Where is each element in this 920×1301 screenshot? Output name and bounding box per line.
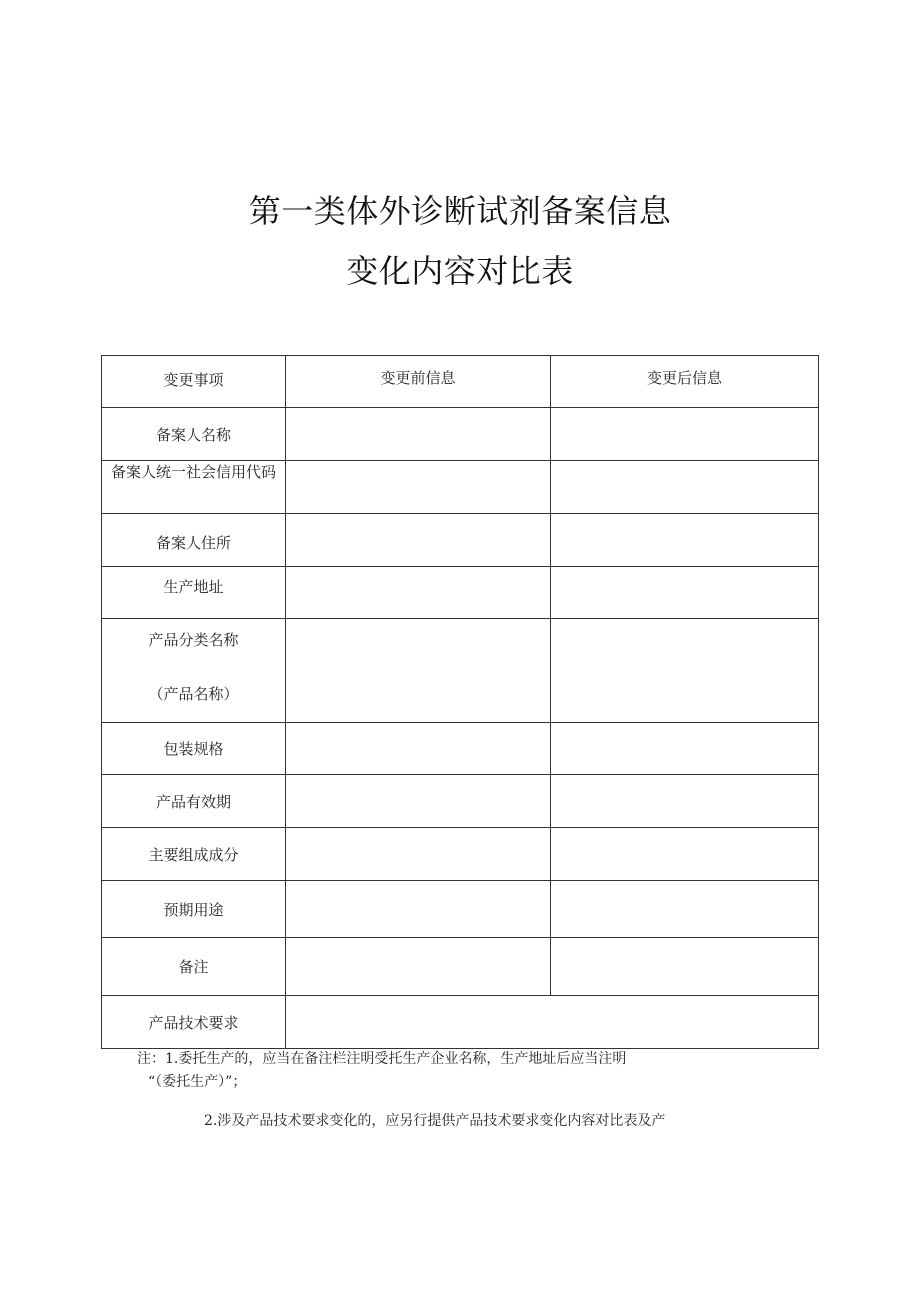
merged-cell-technical-requirements[interactable] [286,996,819,1049]
before-cell-remarks[interactable] [286,938,551,996]
header-before-info [286,356,551,408]
row-label-intended-use: 预期用途 [102,881,286,938]
table-row [102,619,819,723]
product-name-sublabel: （产品名称） [148,685,239,703]
row-label-package-spec: 包装规格 [102,723,286,775]
after-cell-filer-address[interactable] [551,514,819,567]
table-row [102,996,819,1049]
table-row [102,408,819,461]
after-cell-filer-name[interactable] [551,408,819,461]
before-cell-product-category[interactable] [286,619,551,723]
before-cell-filer-address[interactable] [286,514,551,567]
before-cell-production-address[interactable] [286,567,551,619]
after-cell-product-category[interactable] [551,619,819,723]
after-cell-credit-code[interactable] [551,461,819,514]
table-row [102,938,819,996]
row-label-filer-address: 备案人住所 [102,514,286,567]
row-label-technical-requirements: 产品技术要求 [102,996,286,1049]
table-row [102,514,819,567]
row-label-main-components: 主要组成成分 [102,828,286,881]
after-cell-remarks[interactable] [551,938,819,996]
document-title-line2: 变化内容对比表 [346,252,574,290]
after-cell-production-address[interactable] [551,567,819,619]
header-change-item-label: 变更事项 [163,371,224,389]
header-before-info-label: 变更前信息 [380,369,456,387]
row-label-production-address: 生产地址 [102,567,286,619]
before-cell-shelf-life[interactable] [286,775,551,828]
table-header-row [102,356,819,408]
comparison-table [101,355,819,1049]
after-cell-intended-use[interactable] [551,881,819,938]
after-cell-main-components[interactable] [551,828,819,881]
before-cell-package-spec[interactable] [286,723,551,775]
row-label-product-category [102,619,286,723]
note-line-2: “（委托生产）”； [148,1074,247,1090]
before-cell-filer-name[interactable] [286,408,551,461]
table-row [102,775,819,828]
note-line-1: 注：1.委托生产的，应当在备注栏注明受托生产企业名称，生产地址后应当注明 [137,1051,627,1067]
table-row [102,461,819,514]
row-label-shelf-life: 产品有效期 [102,775,286,828]
before-cell-main-components[interactable] [286,828,551,881]
note-line-3: 2.涉及产品技术要求变化的，应另行提供产品技术要求变化内容对比表及产 [204,1113,666,1129]
row-label-filer-name: 备案人名称 [102,408,286,461]
header-after-info-label: 变更后信息 [646,369,722,387]
table-row [102,567,819,619]
product-category-label: 产品分类名称 [148,631,239,649]
row-label-remarks: 备注 [102,938,286,996]
after-cell-package-spec[interactable] [551,723,819,775]
header-after-info [551,356,819,408]
table-row [102,881,819,938]
header-change-item [102,356,286,408]
table-row [102,723,819,775]
row-label-credit-code: 备案人统一社会信用代码 [102,461,286,514]
after-cell-shelf-life[interactable] [551,775,819,828]
document-title-line1: 第一类体外诊断试剂备案信息 [248,192,672,230]
before-cell-credit-code[interactable] [286,461,551,514]
table-row [102,828,819,881]
before-cell-intended-use[interactable] [286,881,551,938]
